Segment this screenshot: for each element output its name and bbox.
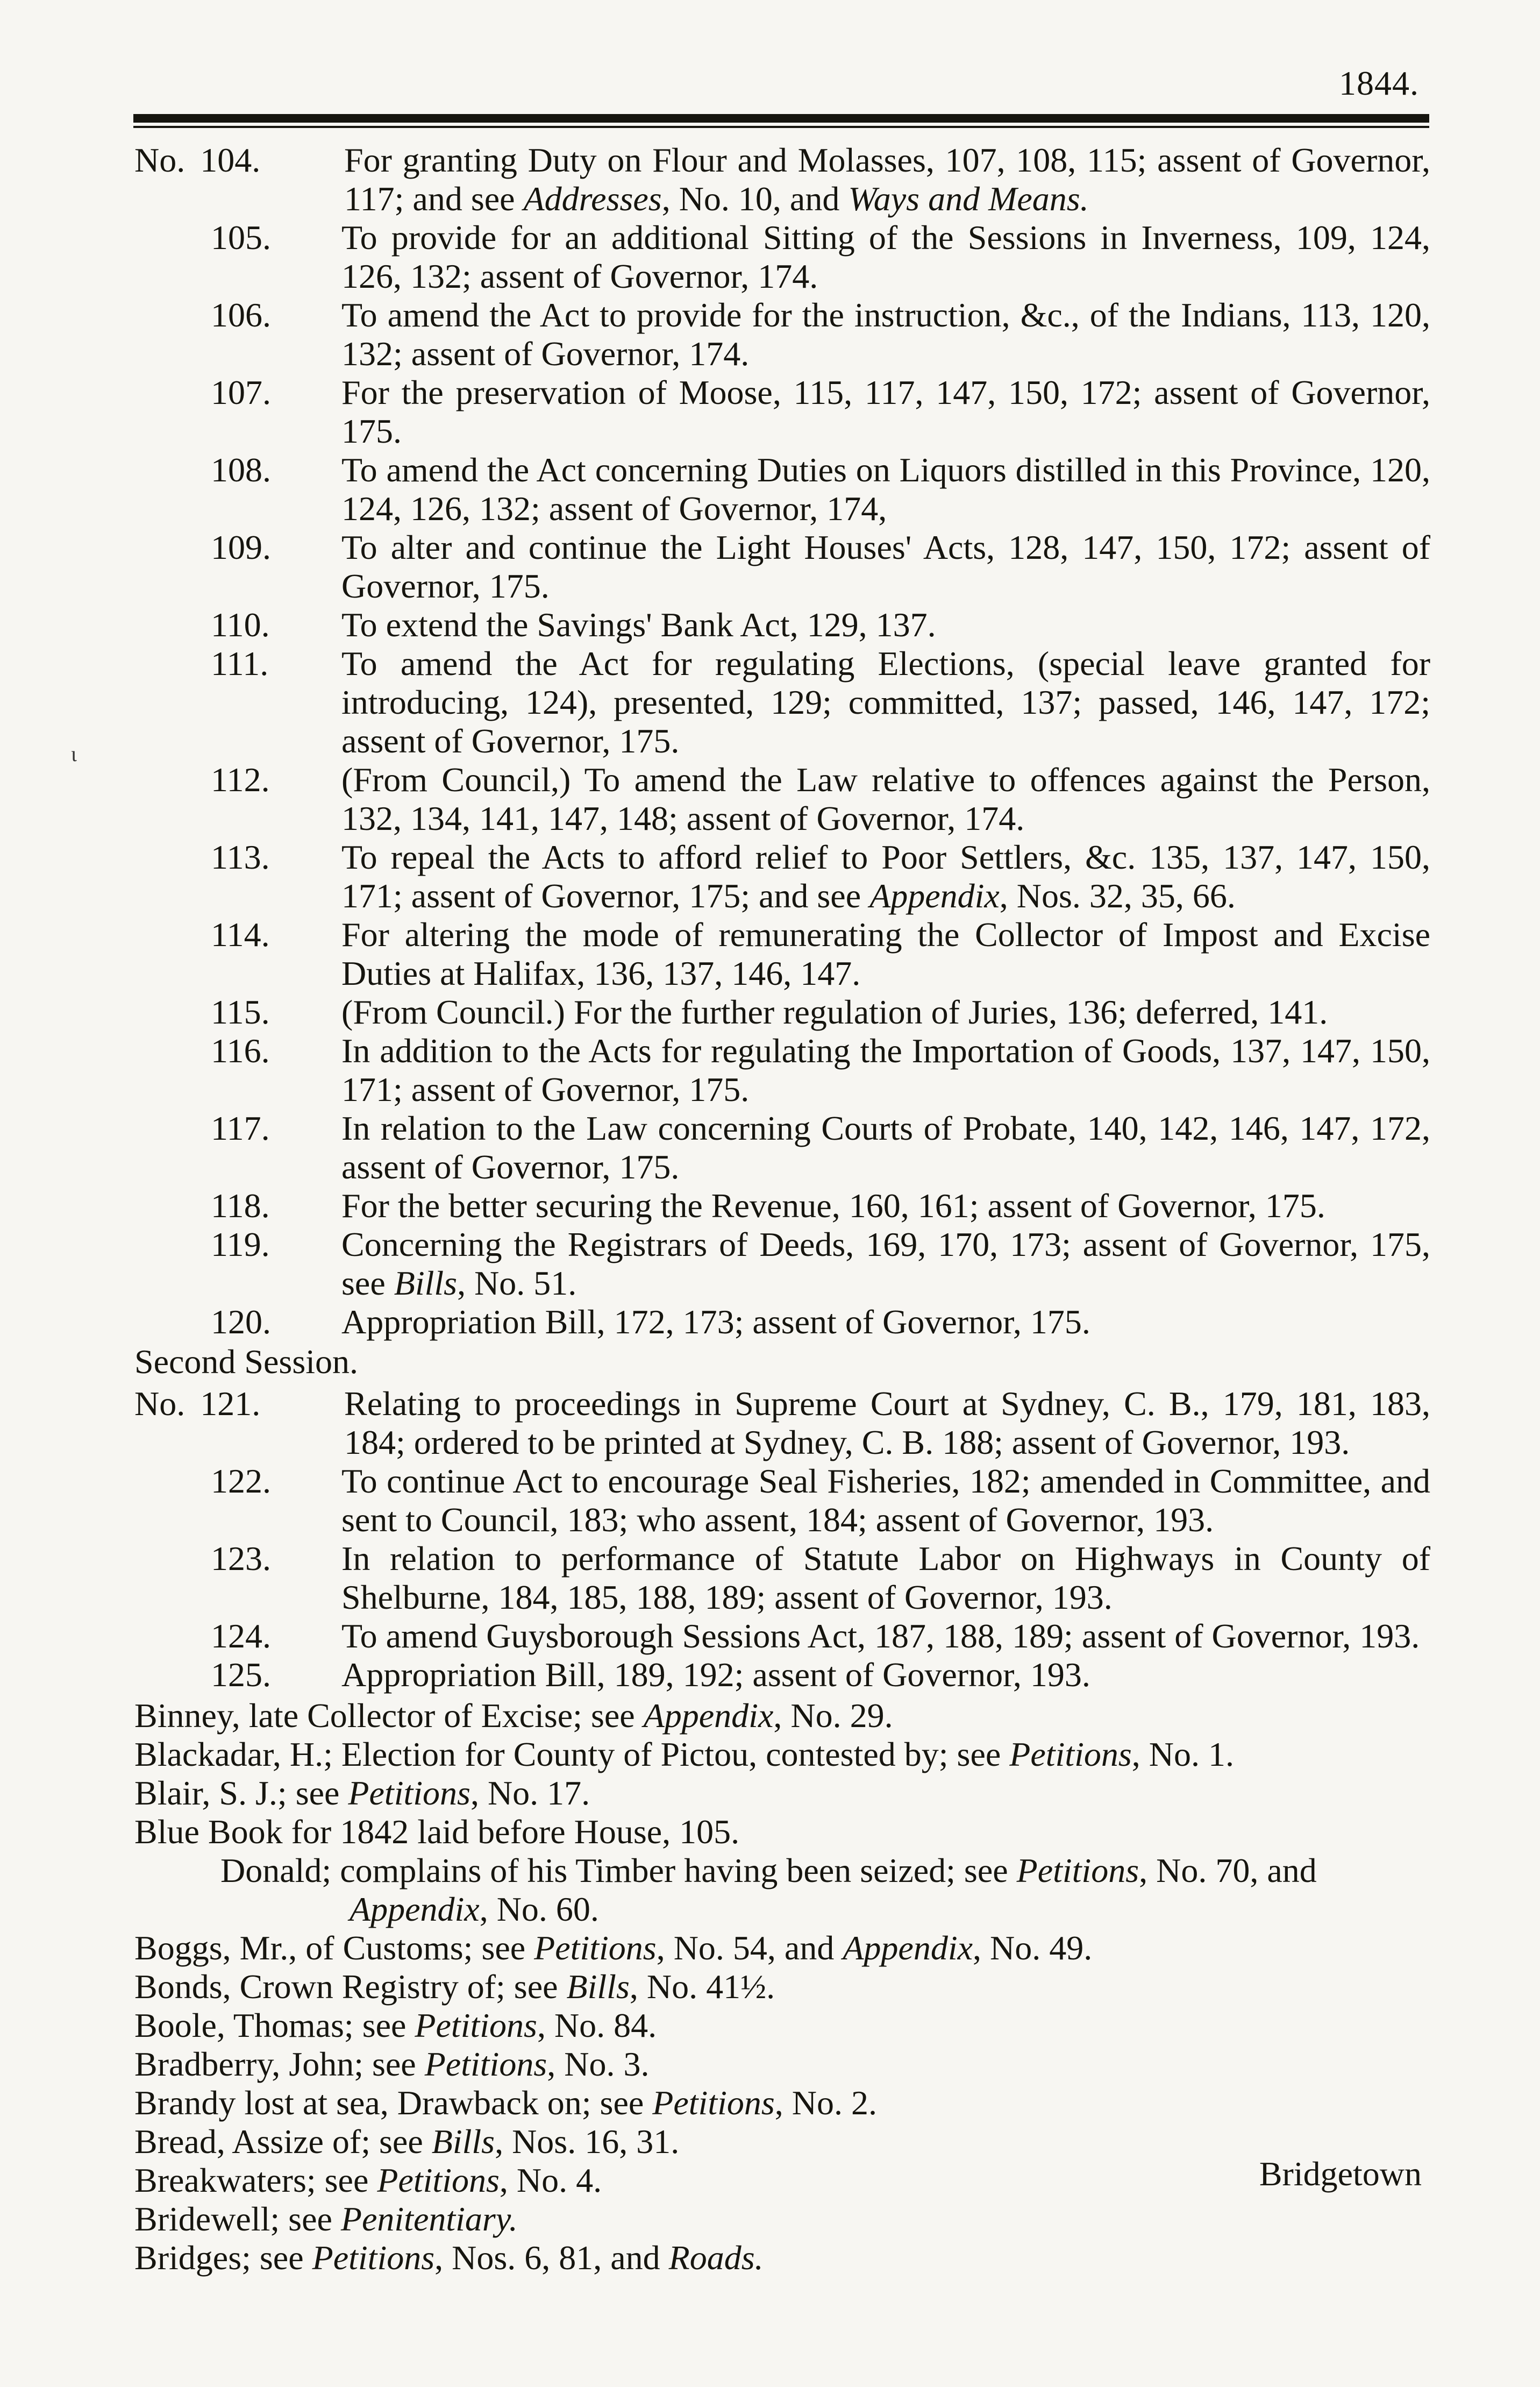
bill-entry xyxy=(134,1032,1430,1109)
bill-number-value: 123. xyxy=(211,1539,271,1578)
bill-number-value: 125. xyxy=(211,1656,271,1694)
bill-number xyxy=(211,1225,270,1264)
bill-number-prefix: No. xyxy=(134,1384,186,1423)
bill-entry xyxy=(134,915,1430,993)
bill-number xyxy=(211,1109,270,1148)
bill-description: To amend the Act to provide for the instruction, &c., of the Indians, 113, 120, 132; assent of Governor, 174. xyxy=(341,296,1430,373)
bill-description: In addition to the Acts for regulating the Importation of Goods, 137, 147, 150, 171; assent of Governor, 175. xyxy=(341,1032,1430,1109)
bill-description: In relation to performance of Statute Labor on Highways in County of Shelburne, 184, 185, 188, 189; assent of Governor, 193. xyxy=(341,1539,1430,1616)
index-entry: Bradberry, John; see Petitions, No. 3. xyxy=(134,2045,650,2083)
bill-number-value: 117. xyxy=(211,1109,270,1147)
bill-number-value: 122. xyxy=(211,1462,271,1500)
bill-number xyxy=(134,1384,260,1423)
index-content xyxy=(134,141,1430,2277)
bill-number-value: 104. xyxy=(200,141,261,179)
margin-mark: ɩ xyxy=(71,742,77,766)
bill-entry xyxy=(134,141,1430,218)
catchword: Bridgetown xyxy=(1259,2155,1422,2193)
bill-entry xyxy=(134,373,1430,451)
bill-description: Appropriation Bill, 172, 173; assent of Governor, 175. xyxy=(341,1303,1090,1341)
bill-number-value: 120. xyxy=(211,1303,271,1341)
bill-entry xyxy=(134,1462,1430,1539)
bill-description: (From Council,) To amend the Law relative to offences against the Person, 132, 134, 141, 147, 148; assent of Governor, 174. xyxy=(341,761,1430,837)
bill-number-value: 110. xyxy=(211,606,270,644)
bill-entry xyxy=(134,1539,1430,1617)
bill-number-prefix: No. xyxy=(134,141,186,179)
bill-description: For altering the mode of remunerating the Collector of Impost and Excise Duties at Halifax, 136, 137, 146, 147. xyxy=(341,915,1430,992)
bill-number xyxy=(211,993,270,1032)
bill-number xyxy=(211,644,268,683)
bill-number xyxy=(134,141,260,180)
bill-description: To amend the Act for regulating Elections, (special leave granted for introducing, 124), presented, 129; committed, 137; passed, 146, 147, 172; assent of Governor, 175. xyxy=(341,644,1430,760)
index-entry: Boggs, Mr., of Customs; see Petitions, No. 54, and Appendix, No. 49. xyxy=(134,1929,1093,1967)
index-entry: Bread, Assize of; see Bills, Nos. 16, 31. xyxy=(134,2122,680,2161)
bill-number-value: 105. xyxy=(211,218,271,257)
bill-number-value: 119. xyxy=(211,1225,270,1263)
bill-description: To amend the Act concerning Duties on Liquors distilled in this Province, 120, 124, 126, 132; assent of Governor, 174, xyxy=(341,451,1430,528)
bill-number xyxy=(211,761,270,799)
bill-number xyxy=(211,1462,271,1501)
bill-description: To repeal the Acts to afford relief to Poor Settlers, &c. 135, 137, 147, 150, 171; assent of Governor, 175; and see Appendix, Nos. 32, 35, 66. xyxy=(341,838,1430,915)
bill-number-value: 112. xyxy=(211,761,270,799)
bill-number xyxy=(211,1303,271,1341)
bills-list-first-session xyxy=(134,141,1430,1341)
bill-entry xyxy=(134,1109,1430,1187)
bill-number-value: 106. xyxy=(211,296,271,334)
bill-number-value: 113. xyxy=(211,838,270,876)
bill-entry xyxy=(134,644,1430,761)
bill-description: In relation to the Law concerning Courts of Probate, 140, 142, 146, 147, 172, assent of Governor, 175. xyxy=(341,1109,1430,1186)
bill-entry xyxy=(134,1303,1430,1341)
bill-description: To amend Guysborough Sessions Act, 187, 188, 189; assent of Governor, 193. xyxy=(341,1617,1420,1655)
bill-description: To provide for an additional Sitting of the Sessions in Inverness, 109, 124, 126, 132; assent of Governor, 174. xyxy=(341,218,1430,295)
bill-entry xyxy=(134,993,1430,1032)
bill-number-value: 108. xyxy=(211,451,271,489)
index-entry: Bridges; see Petitions, Nos. 6, 81, and Roads. xyxy=(134,2239,764,2277)
index-entry: Blackadar, H.; Election for County of Pictou, contested by; see Petitions, No. 1. xyxy=(134,1735,1234,1773)
bill-number-value: 115. xyxy=(211,993,270,1031)
bill-number-value: 116. xyxy=(211,1032,270,1070)
bill-number-value: 114. xyxy=(211,915,270,954)
bill-description: Appropriation Bill, 189, 192; assent of Governor, 193. xyxy=(341,1656,1090,1694)
page-year-header: 1844. xyxy=(1339,64,1419,102)
bill-number xyxy=(211,373,271,412)
bill-entry xyxy=(134,528,1430,606)
bill-entry xyxy=(134,606,1430,644)
bill-description: For the better securing the Revenue, 160, 161; assent of Governor, 175. xyxy=(341,1187,1325,1225)
index-entry: Donald; complains of his Timber having been seized; see Petitions, No. 70, and Appendix, No. 60. xyxy=(220,1851,1317,1928)
second-session-heading: Second Session. xyxy=(134,1342,358,1381)
bill-entry xyxy=(134,838,1430,915)
bills-list-second-session xyxy=(134,1384,1430,1694)
bill-number xyxy=(211,528,271,567)
bill-number xyxy=(211,451,271,489)
bill-entry xyxy=(134,1617,1430,1656)
index-entry: Binney, late Collector of Excise; see Appendix, No. 29. xyxy=(134,1696,893,1735)
bill-number xyxy=(211,1187,270,1225)
index-entry: Blue Book for 1842 laid before House, 105. xyxy=(134,1813,740,1851)
bill-number xyxy=(211,296,271,335)
bill-number xyxy=(211,1656,271,1694)
bill-entry xyxy=(134,1187,1430,1225)
bill-number xyxy=(211,915,270,954)
bill-description: To extend the Savings' Bank Act, 129, 137. xyxy=(341,606,936,644)
bill-entry xyxy=(134,761,1430,838)
bill-entry xyxy=(134,296,1430,373)
bill-description: (From Council.) For the further regulation of Juries, 136; deferred, 141. xyxy=(341,993,1328,1031)
bill-number xyxy=(211,606,270,644)
bill-number xyxy=(211,838,270,877)
bill-description: To alter and continue the Light Houses' Acts, 128, 147, 150, 172; assent of Governor, 175. xyxy=(341,528,1430,605)
bill-description: Relating to proceedings in Supreme Court at Sydney, C. B., 179, 181, 183, 184; ordered to be printed at Sydney, C. B. 188; assent of Governor, 193. xyxy=(344,1384,1430,1461)
bill-entry xyxy=(134,1656,1430,1694)
bill-number-value: 124. xyxy=(211,1617,271,1655)
index-entries-list xyxy=(134,1696,1430,2277)
bill-number xyxy=(211,1032,270,1070)
bill-entry xyxy=(134,1225,1430,1303)
index-entry: Breakwaters; see Petitions, No. 4. xyxy=(134,2161,602,2199)
bill-entry xyxy=(134,218,1430,296)
index-entry: Bonds, Crown Registry of; see Bills, No. 41½. xyxy=(134,1967,775,2006)
bill-number xyxy=(211,1539,271,1578)
bill-description: Concerning the Registrars of Deeds, 169, 170, 173; assent of Governor, 175, see Bills, No. 51. xyxy=(341,1225,1430,1302)
bill-description: For granting Duty on Flour and Molasses, 107, 108, 115; assent of Governor, 117; and see Addresses, No. 10, and Ways and Means. xyxy=(344,141,1430,218)
header-rule-thin xyxy=(133,126,1429,128)
bill-number-value: 109. xyxy=(211,528,271,566)
header-rule-thick xyxy=(133,114,1429,123)
index-entry: Boole, Thomas; see Petitions, No. 84. xyxy=(134,2006,657,2044)
bill-number-value: 111. xyxy=(211,644,269,683)
bill-description: For the preservation of Moose, 115, 117, 147, 150, 172; assent of Governor, 175. xyxy=(341,373,1430,450)
index-entry: Bridewell; see Penitentiary. xyxy=(134,2200,518,2238)
bill-number xyxy=(211,218,271,257)
bill-description: To continue Act to encourage Seal Fisheries, 182; amended in Committee, and sent to Council, 183; who assent, 184; assent of Governor, 193. xyxy=(341,1462,1430,1539)
bill-number-value: 107. xyxy=(211,373,271,411)
bill-entry xyxy=(134,1384,1430,1462)
bill-entry xyxy=(134,451,1430,528)
index-entry: Blair, S. J.; see Petitions, No. 17. xyxy=(134,1774,590,1812)
bill-number xyxy=(211,1617,271,1656)
bill-number-value: 118. xyxy=(211,1187,270,1225)
bill-number-value: 121. xyxy=(200,1384,261,1423)
index-entry: Brandy lost at sea, Drawback on; see Petitions, No. 2. xyxy=(134,2084,877,2122)
